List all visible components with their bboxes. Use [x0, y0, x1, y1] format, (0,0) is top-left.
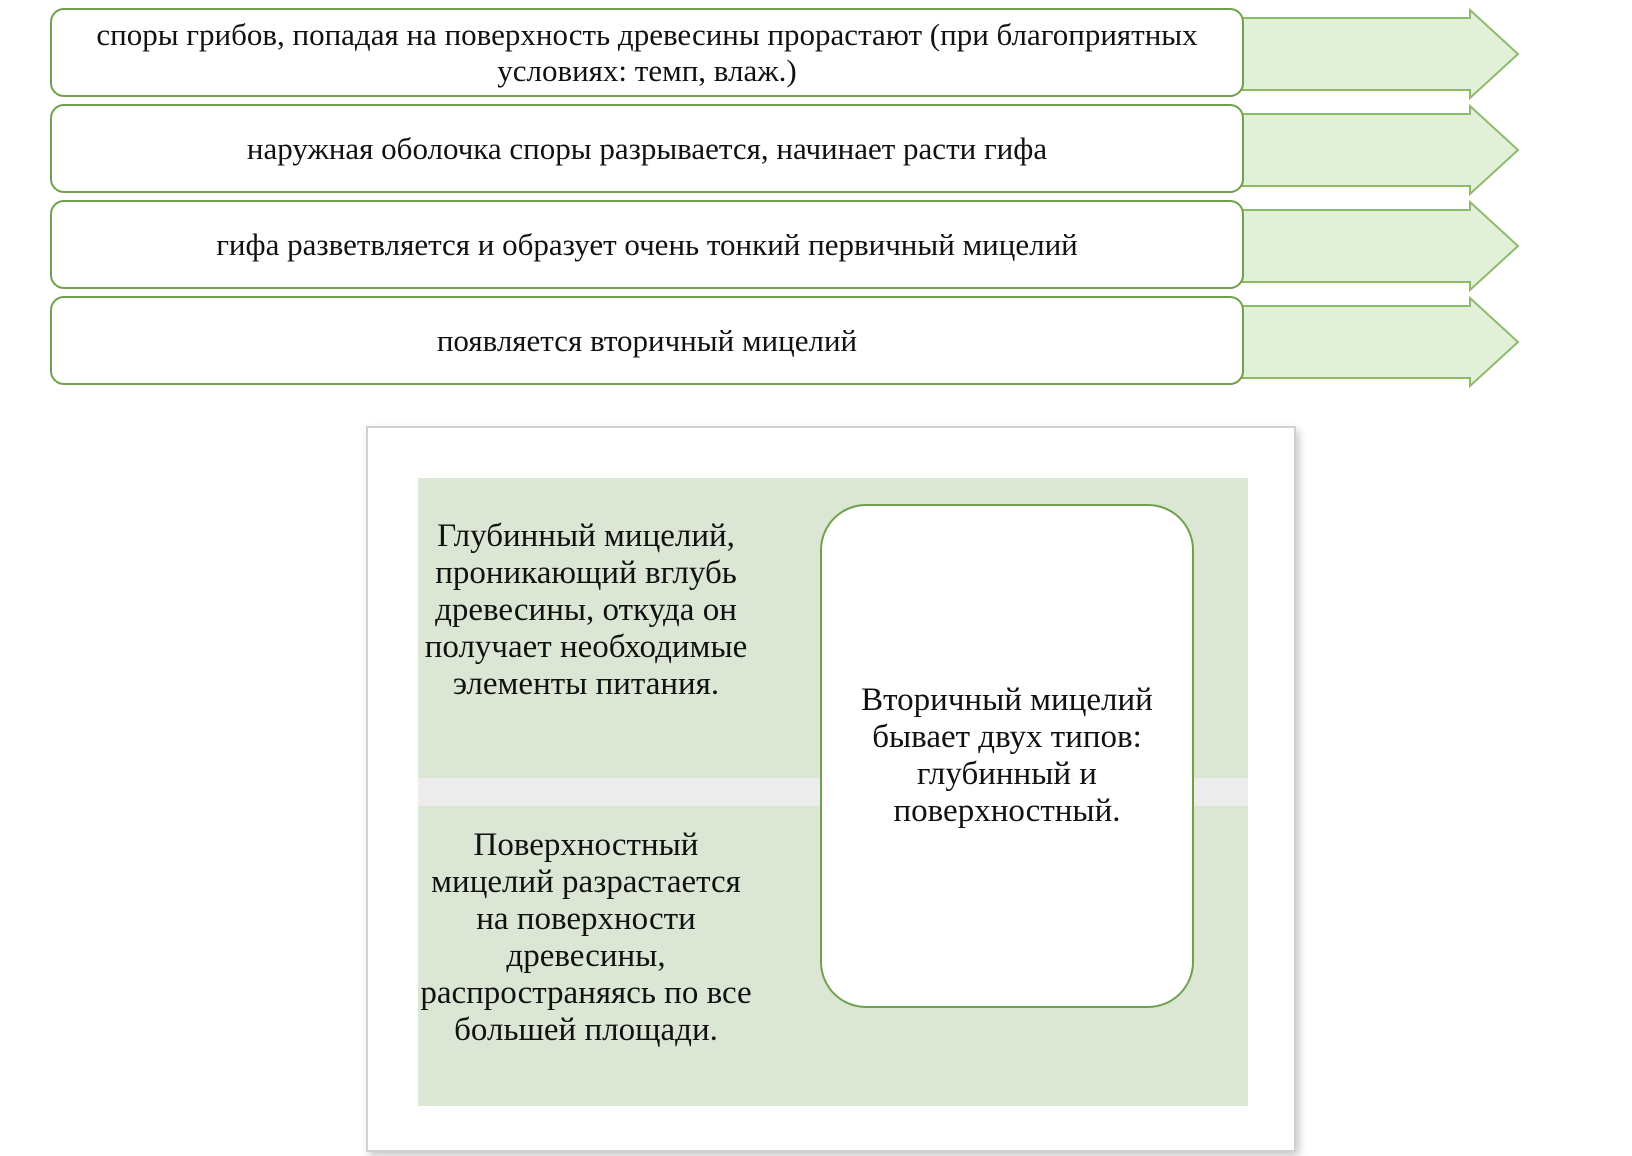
step-box — [50, 8, 1244, 97]
step-box — [50, 296, 1244, 385]
process-diagram — [0, 0, 1632, 410]
step-box — [50, 200, 1244, 289]
secondary-mycelium-box — [820, 504, 1194, 1008]
deep-mycelium-text: Глубинный мицелий, проникающий вглубь древесины, откуда он получает необходимые элементы питания. — [424, 518, 748, 702]
secondary-mycelium-text: Вторичный мицелий бывает двух типов: глубинный и поверхностный. — [861, 682, 1153, 829]
process-step-2 — [50, 104, 1570, 197]
surface-mycelium-text: Поверхностный мицелий разрастается на поверхности древесины, распространяясь по все большей площади. — [420, 827, 752, 1048]
process-step-4 — [50, 296, 1570, 389]
step-text: гифа разветвляется и образует очень тонкий первичный мицелий — [216, 226, 1078, 262]
step-box — [50, 104, 1244, 193]
process-step-1 — [50, 8, 1570, 101]
mycelium-types-panel — [366, 426, 1296, 1152]
process-step-3 — [50, 200, 1570, 293]
step-text: наружная оболочка споры разрывается, начинает расти гифа — [246, 130, 1048, 166]
step-text: появляется вторичный мицелий — [436, 322, 858, 358]
step-text: споры грибов, попадая на поверхность древесины прорастают (при благоприятных условиях: темп, влаж.) — [96, 16, 1198, 88]
